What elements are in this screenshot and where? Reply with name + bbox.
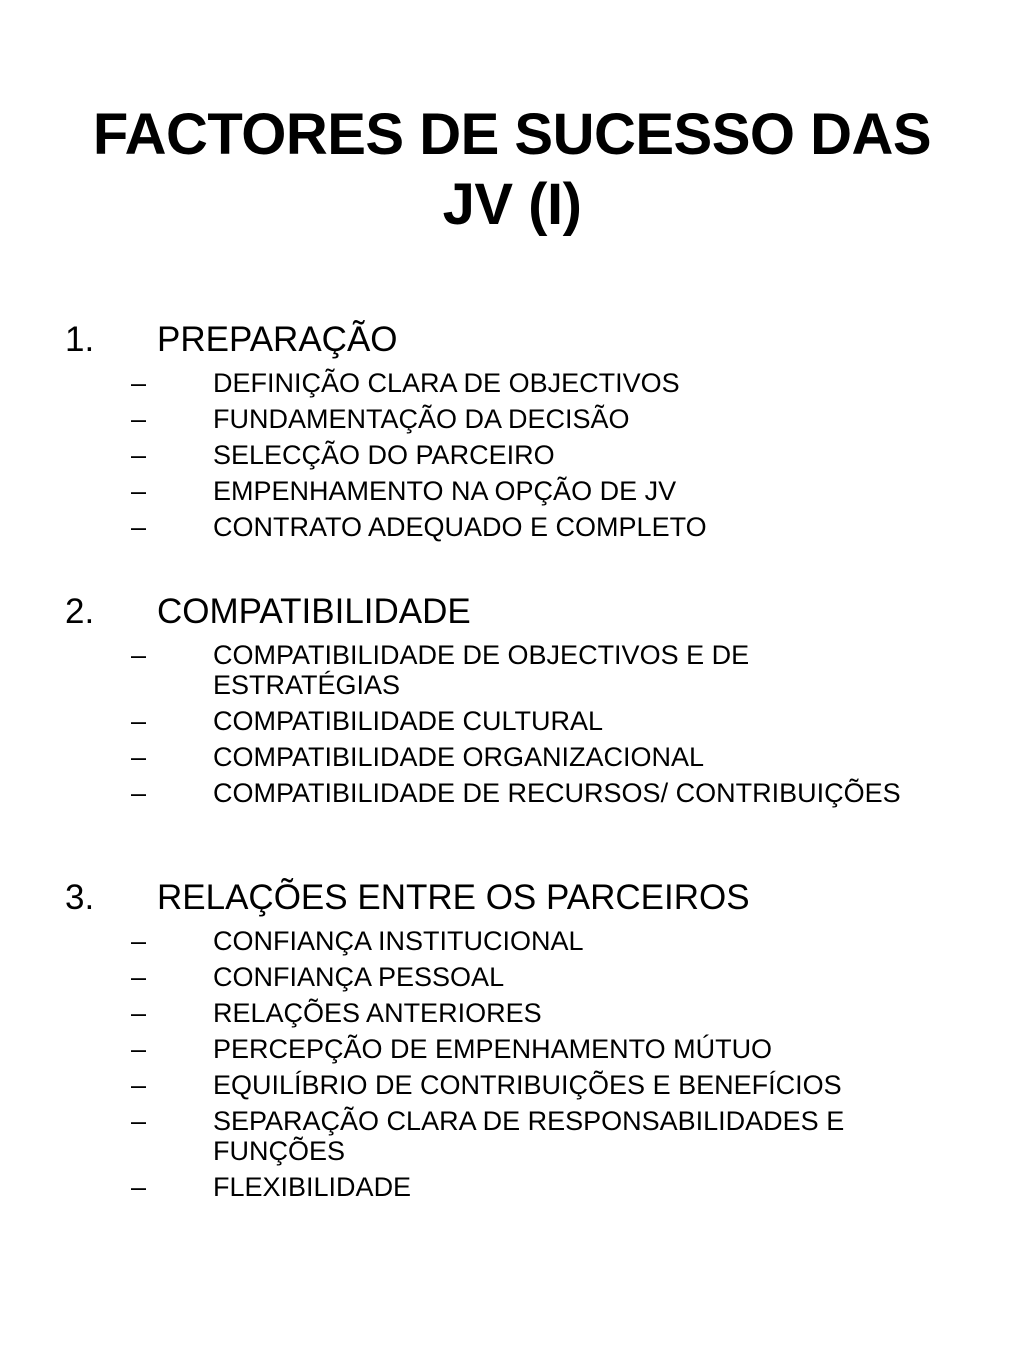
list-item bbox=[0, 404, 1024, 434]
section-heading bbox=[0, 318, 1024, 362]
slide-title-line-2: JV (I) bbox=[442, 172, 582, 237]
dash-bullet: – bbox=[131, 1070, 147, 1100]
list-item bbox=[0, 926, 1024, 956]
sub-item-list bbox=[0, 368, 1024, 542]
list-item-text: COMPATIBILIDADE DE RECURSOS/ CONTRIBUIÇÕES bbox=[213, 778, 901, 808]
list-item-text: CONFIANÇA INSTITUCIONAL bbox=[213, 926, 584, 956]
dash-bullet: – bbox=[131, 742, 147, 772]
section-heading bbox=[0, 590, 1024, 634]
list-item-text: RELAÇÕES ANTERIORES bbox=[213, 998, 542, 1028]
list-item bbox=[0, 476, 1024, 506]
list-item bbox=[0, 368, 1024, 398]
dash-bullet: – bbox=[131, 440, 147, 470]
list-item-text: COMPATIBILIDADE CULTURAL bbox=[213, 706, 604, 736]
list-item bbox=[0, 742, 1024, 772]
list-item-text: FLEXIBILIDADE bbox=[213, 1172, 412, 1202]
sub-item-list bbox=[0, 640, 1024, 808]
list-item-text: COMPATIBILIDADE ORGANIZACIONAL bbox=[213, 742, 705, 772]
section-title: RELAÇÕES ENTRE OS PARCEIROS bbox=[157, 878, 750, 917]
section-number: 2. bbox=[65, 592, 95, 631]
list-item-text: SEPARAÇÃO CLARA DE RESPONSABILIDADES E FUNÇÕES bbox=[213, 1106, 845, 1166]
list-item-text: SELECÇÃO DO PARCEIRO bbox=[213, 440, 555, 470]
section-heading bbox=[0, 876, 1024, 920]
slide-title-line-1: FACTORES DE SUCESSO DAS bbox=[92, 102, 932, 167]
list-item bbox=[0, 1034, 1024, 1064]
list-item bbox=[0, 998, 1024, 1028]
list-item bbox=[0, 1070, 1024, 1100]
dash-bullet: – bbox=[131, 640, 147, 670]
section-compatibilidade bbox=[0, 590, 1024, 808]
list-item-text: COMPATIBILIDADE DE OBJECTIVOS E DE ESTRATÉGIAS bbox=[213, 640, 750, 700]
dash-bullet: – bbox=[131, 998, 147, 1028]
list-item-text: DEFINIÇÃO CLARA DE OBJECTIVOS bbox=[213, 368, 680, 398]
dash-bullet: – bbox=[131, 476, 147, 506]
list-item-text: FUNDAMENTAÇÃO DA DECISÃO bbox=[213, 404, 630, 434]
list-item-text: CONTRATO ADEQUADO E COMPLETO bbox=[213, 512, 707, 542]
list-item bbox=[0, 440, 1024, 470]
section-number: 3. bbox=[65, 878, 95, 917]
list-item bbox=[0, 778, 1024, 808]
list-item bbox=[0, 962, 1024, 992]
section-relacoes-entre-parceiros bbox=[0, 876, 1024, 1202]
dash-bullet: – bbox=[131, 512, 147, 542]
sub-item-list bbox=[0, 926, 1024, 1202]
section-title: COMPATIBILIDADE bbox=[157, 592, 471, 631]
dash-bullet: – bbox=[131, 1034, 147, 1064]
list-item-text: EQUILÍBRIO DE CONTRIBUIÇÕES E BENEFÍCIOS bbox=[213, 1070, 842, 1100]
list-item-text: PERCEPÇÃO DE EMPENHAMENTO MÚTUO bbox=[213, 1034, 773, 1064]
list-item bbox=[0, 640, 1024, 700]
dash-bullet: – bbox=[131, 962, 147, 992]
dash-bullet: – bbox=[131, 926, 147, 956]
dash-bullet: – bbox=[131, 1106, 147, 1136]
dash-bullet: – bbox=[131, 706, 147, 736]
section-number: 1. bbox=[65, 320, 95, 359]
dash-bullet: – bbox=[131, 1172, 147, 1202]
list-item bbox=[0, 1172, 1024, 1202]
dash-bullet: – bbox=[131, 404, 147, 434]
list-item bbox=[0, 512, 1024, 542]
list-item bbox=[0, 706, 1024, 736]
dash-bullet: – bbox=[131, 778, 147, 808]
list-item-text: CONFIANÇA PESSOAL bbox=[213, 962, 505, 992]
list-item bbox=[0, 1106, 1024, 1166]
section-preparacao bbox=[0, 318, 1024, 542]
slide-title bbox=[40, 100, 984, 240]
list-item-text: EMPENHAMENTO NA OPÇÃO DE JV bbox=[213, 476, 677, 506]
section-title: PREPARAÇÃO bbox=[157, 320, 398, 359]
dash-bullet: – bbox=[131, 368, 147, 398]
